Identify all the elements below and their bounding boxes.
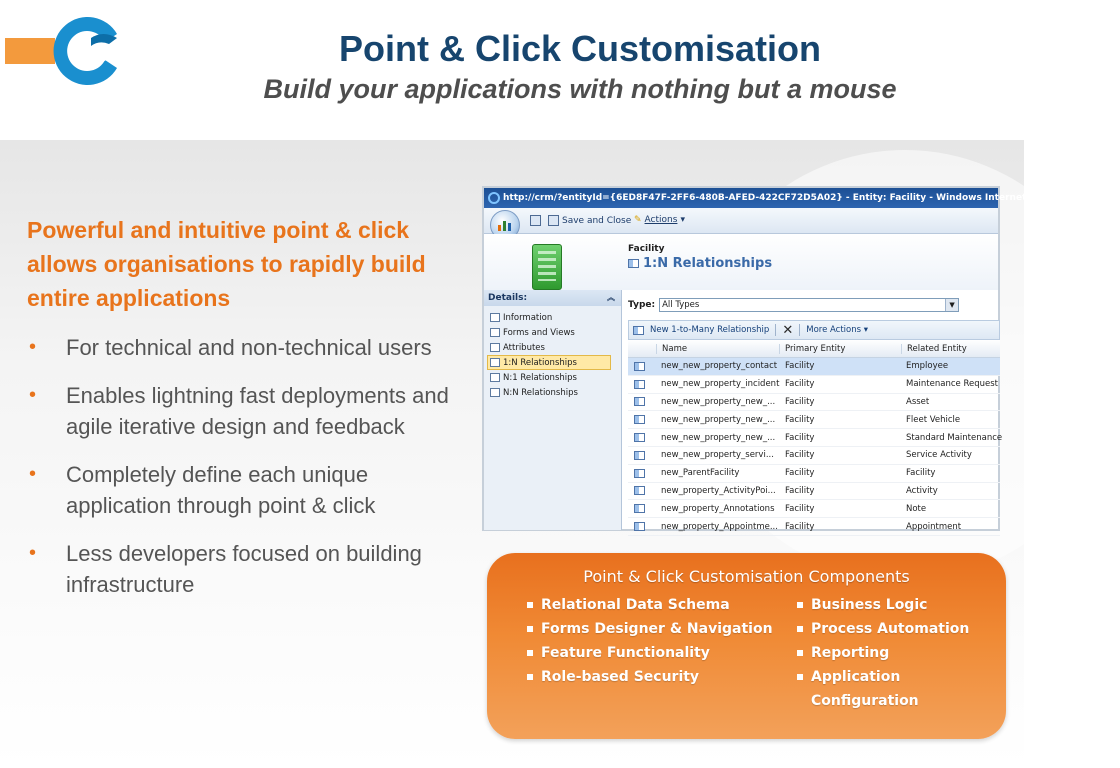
nav-item-label: Information xyxy=(503,312,553,323)
toolbar-divider xyxy=(799,324,800,336)
relationship-icon xyxy=(634,469,645,478)
cell-primary-entity: Facility xyxy=(785,361,815,372)
relationship-icon xyxy=(490,388,500,397)
cell-related-entity: Service Activity xyxy=(906,450,972,461)
cell-related-entity: Appointment xyxy=(906,521,962,532)
column-header-related-entity[interactable]: Related Entity xyxy=(901,344,1000,354)
relationship-icon xyxy=(628,259,639,268)
bullet-text: Completely define each unique application through point & click xyxy=(66,462,376,518)
feature-bullets xyxy=(27,332,467,617)
row-icon-cell xyxy=(628,504,656,513)
table-row[interactable] xyxy=(628,518,1000,536)
new-relationship-icon xyxy=(633,326,644,335)
row-icon-cell xyxy=(628,486,656,495)
information-icon xyxy=(490,313,500,322)
cell-related-entity: Standard Maintenance xyxy=(906,432,1003,443)
cell-primary-entity: Facility xyxy=(785,503,815,514)
browser-titlebar xyxy=(484,188,1073,208)
table-row[interactable] xyxy=(628,447,1000,465)
component-item: Process Automation xyxy=(793,617,969,641)
relationship-icon xyxy=(634,486,645,495)
cell-name: new_ParentFacility xyxy=(661,468,740,479)
internet-explorer-icon xyxy=(488,192,500,204)
browser-title: http://crm/?entityId={6ED8F47F-2FF6-480B-AFED-422CF72D5A02} - Entity: Facility - Windows Internet Explorer xyxy=(503,193,1073,203)
actions-icon: ✎ xyxy=(634,215,642,225)
forms-icon xyxy=(490,328,500,337)
column-header-primary-entity[interactable]: Primary Entity xyxy=(779,344,901,354)
table-row[interactable] xyxy=(628,411,1000,429)
crm-ribbon xyxy=(484,208,998,234)
bullet-item xyxy=(27,459,467,521)
relationship-icon xyxy=(634,451,645,460)
actions-label: Actions xyxy=(644,215,678,225)
nav-item-forms-and-views[interactable] xyxy=(484,325,621,340)
component-item: Relational Data Schema xyxy=(523,593,773,617)
cell-primary-entity: Facility xyxy=(785,450,815,461)
grid-header xyxy=(628,340,1000,358)
details-header-label: Details: xyxy=(488,293,528,303)
type-filter-row xyxy=(628,298,959,312)
details-nav-panel xyxy=(484,290,622,530)
row-icon-cell xyxy=(628,451,656,460)
components-list-right xyxy=(793,593,969,713)
component-item: Role-based Security xyxy=(523,665,773,689)
type-select[interactable] xyxy=(659,298,959,312)
type-select-value: All Types xyxy=(662,300,700,310)
table-row[interactable] xyxy=(628,394,1000,412)
row-icon-cell xyxy=(628,415,656,424)
entity-section-label: 1:N Relationships xyxy=(643,256,773,271)
slide-subtitle: Build your applications with nothing but a mouse xyxy=(263,74,897,104)
save-icon xyxy=(530,215,541,226)
cell-name: new_new_property_servi... xyxy=(661,450,774,461)
cell-name: new_new_property_new_... xyxy=(661,396,776,407)
cell-primary-entity: Facility xyxy=(785,468,815,479)
table-row[interactable] xyxy=(628,358,1000,376)
slide-title: Point & Click Customisation xyxy=(338,28,822,69)
cell-primary-entity: Facility xyxy=(785,485,815,496)
delete-icon[interactable]: ✕ xyxy=(782,322,794,338)
nav-item-nn-relationships[interactable] xyxy=(484,385,621,400)
bullet-item xyxy=(27,538,467,600)
relationships-grid xyxy=(628,340,1003,536)
cell-related-entity: Facility xyxy=(906,468,936,479)
component-item: Feature Functionality xyxy=(523,641,773,665)
company-logo-icon xyxy=(5,16,135,86)
lead-statement: Powerful and intuitive point & click allows organisations to rapidly build entire applications xyxy=(27,217,426,311)
chevron-down-icon: ▼ xyxy=(945,299,958,311)
component-item-continued: Configuration xyxy=(811,693,919,709)
crm-screenshot xyxy=(482,186,1073,532)
nav-item-label: Forms and Views xyxy=(503,327,575,338)
cell-name: new_property_ActivityPoi... xyxy=(661,485,776,496)
more-actions-button[interactable]: More Actions ▾ xyxy=(806,325,869,335)
row-icon-cell xyxy=(628,397,656,406)
relationship-icon xyxy=(634,362,645,371)
nav-item-information[interactable] xyxy=(484,310,621,325)
cell-name: new_new_property_new_... xyxy=(661,414,776,425)
row-icon-cell xyxy=(628,469,656,478)
cell-name: new_new_property_incident xyxy=(661,379,780,390)
save-close-icon xyxy=(548,215,559,226)
nav-item-label: 1:N Relationships xyxy=(503,357,577,368)
table-row[interactable] xyxy=(628,500,1000,518)
bullet-dot-icon: • xyxy=(29,336,37,358)
chart-icon xyxy=(497,218,513,232)
components-list-left xyxy=(523,593,773,689)
relationship-icon xyxy=(634,522,645,531)
nav-item-1n-relationships[interactable] xyxy=(487,355,611,370)
chevron-down-icon: ▾ xyxy=(680,215,685,225)
nav-item-label: Attributes xyxy=(503,342,545,353)
column-header-name[interactable]: Name xyxy=(656,344,779,354)
new-relationship-button[interactable]: New 1-to-Many Relationship xyxy=(650,325,770,335)
table-row[interactable] xyxy=(628,465,1000,483)
cell-primary-entity: Facility xyxy=(785,432,815,443)
bullet-dot-icon: • xyxy=(29,384,37,406)
cell-related-entity: Employee xyxy=(906,361,949,372)
save-and-close-button[interactable] xyxy=(548,215,631,226)
bullet-dot-icon: • xyxy=(29,542,37,564)
relationship-icon xyxy=(634,397,645,406)
details-header xyxy=(484,290,621,306)
cell-name: new_new_property_contact xyxy=(661,361,778,372)
row-icon-cell xyxy=(628,362,656,371)
save-and-close-label: Save and Close xyxy=(562,215,632,226)
table-row[interactable] xyxy=(628,483,1000,501)
entity-name: Facility xyxy=(628,244,665,254)
type-label: Type: xyxy=(628,300,656,310)
more-actions-label: More Actions xyxy=(806,325,862,335)
nav-item-attributes[interactable] xyxy=(484,340,621,355)
details-nav-list xyxy=(484,306,621,400)
entity-section-title xyxy=(628,256,772,271)
row-icon-cell xyxy=(628,522,656,531)
components-panel xyxy=(487,553,1006,739)
components-title: Point & Click Customisation Components xyxy=(583,567,910,586)
table-row[interactable] xyxy=(628,429,1003,447)
cell-name: new_new_property_new_... xyxy=(661,432,776,443)
component-item: Forms Designer & Navigation xyxy=(523,617,773,641)
cell-name: new_property_Annotations xyxy=(661,503,775,514)
cell-related-entity: Activity xyxy=(906,485,938,496)
relationship-icon xyxy=(634,380,645,389)
bullet-item xyxy=(27,332,467,363)
cell-related-entity: Note xyxy=(906,503,927,514)
nav-item-label: N:N Relationships xyxy=(503,387,578,398)
cell-related-entity: Maintenance Request xyxy=(906,379,998,390)
table-row[interactable] xyxy=(628,376,1000,394)
relationship-icon xyxy=(490,373,500,382)
cell-primary-entity: Facility xyxy=(785,396,815,407)
component-item: Reporting xyxy=(793,641,969,665)
entity-facility-icon xyxy=(532,244,562,290)
bullet-item xyxy=(27,380,467,442)
bullet-text: Enables lightning fast deployments and agile iterative design and feedback xyxy=(66,383,449,439)
row-icon-cell xyxy=(628,380,656,389)
bullet-text: For technical and non-technical users xyxy=(66,335,432,360)
header-background xyxy=(0,0,1024,140)
bullet-dot-icon: • xyxy=(29,463,37,485)
cell-primary-entity: Facility xyxy=(785,414,815,425)
cell-name: new_property_Appointme... xyxy=(661,521,778,532)
attributes-icon xyxy=(490,343,500,352)
crm-body xyxy=(484,234,1003,533)
cell-related-entity: Asset xyxy=(906,396,930,407)
grid-rows xyxy=(628,358,1003,536)
nav-item-label: N:1 Relationships xyxy=(503,372,577,383)
relationship-icon xyxy=(634,433,645,442)
nav-item-n1-relationships[interactable] xyxy=(484,370,621,385)
save-button[interactable] xyxy=(530,215,541,226)
collapse-icon[interactable]: ︽ xyxy=(607,293,615,302)
actions-menu[interactable] xyxy=(634,215,685,225)
component-item: Business Logic xyxy=(793,593,969,617)
component-item: Application xyxy=(793,665,969,689)
bullet-text: Less developers focused on building infrastructure xyxy=(66,541,422,597)
row-icon-cell xyxy=(628,433,656,442)
toolbar-divider xyxy=(775,324,776,336)
cell-related-entity: Fleet Vehicle xyxy=(906,414,961,425)
grid-toolbar xyxy=(628,320,1000,340)
cell-primary-entity: Facility xyxy=(785,521,815,532)
relationship-icon xyxy=(634,504,645,513)
relationship-icon xyxy=(634,415,645,424)
cell-primary-entity: Facility xyxy=(785,379,815,390)
relationship-icon xyxy=(490,358,500,367)
